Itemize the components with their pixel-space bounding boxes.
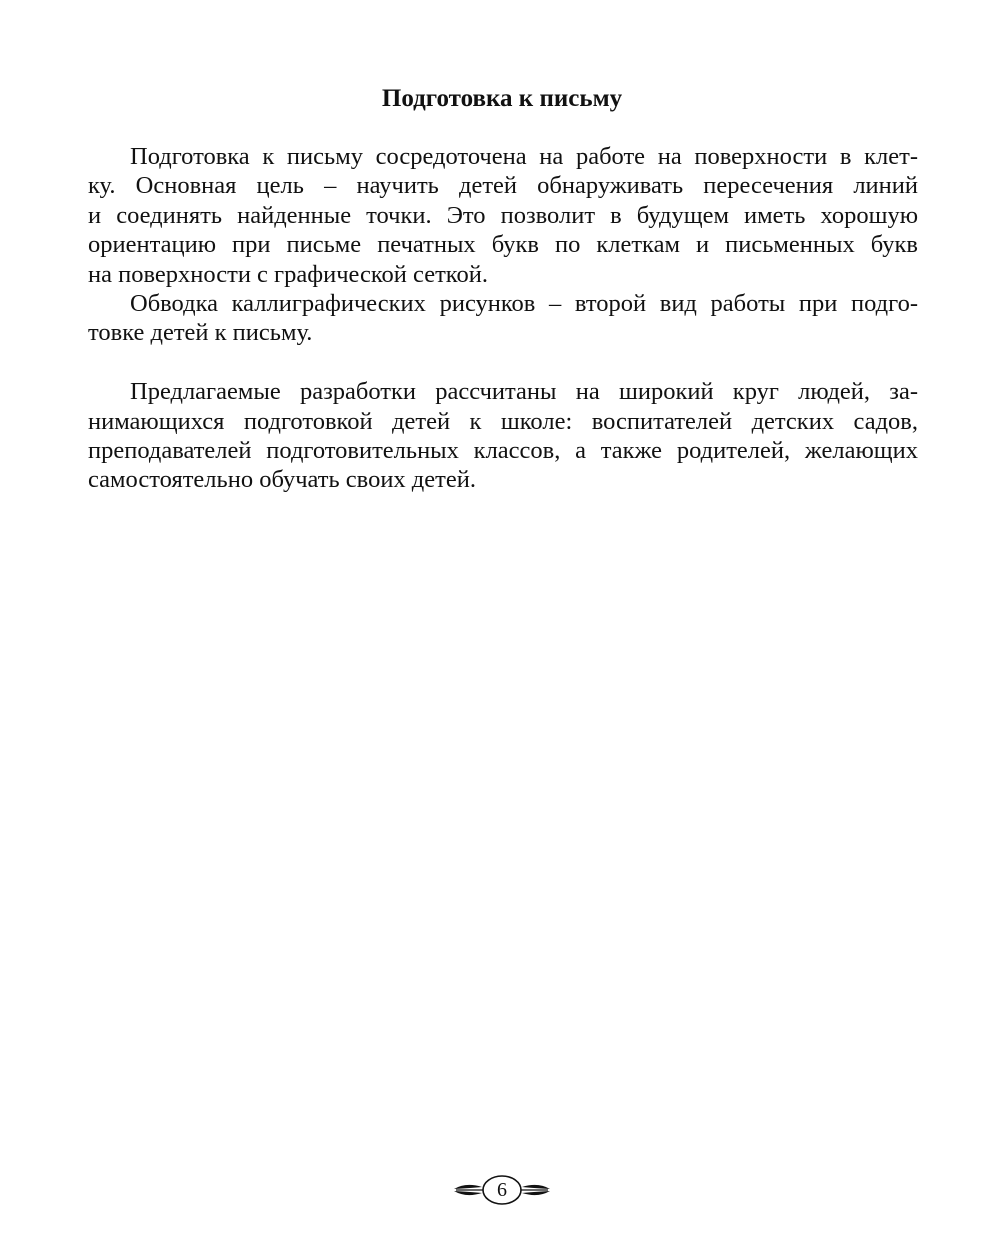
- text-line: Подготовка к письму сосредоточена на работе на поверхности в клет-: [130, 143, 918, 170]
- text-line: товке детей к письму.: [88, 319, 313, 347]
- paragraph-1: [88, 142, 918, 289]
- text-line: ориентацию при письме печатных букв по клеткам и письменных букв: [88, 231, 918, 259]
- text-line: Обводка каллиграфических рисунков – второй вид работы при подго-: [130, 290, 918, 318]
- text-line: нимающихся подготовкой детей к школе: воспитателей детских садов,: [88, 407, 918, 435]
- text-line: Предлагаемые разработки рассчитаны на широкий круг людей, за-: [130, 378, 918, 406]
- text-line: ку. Основная цель – научить детей обнаруживать пересечения линий: [88, 172, 918, 200]
- paragraph-3: [88, 377, 918, 495]
- paragraph-2: [88, 289, 918, 348]
- page-title: Подготовка к письму: [381, 85, 623, 112]
- page-number: [452, 1170, 552, 1210]
- text-line: на поверхности с графической сеткой.: [88, 260, 488, 288]
- page-number-label: 6: [497, 1179, 507, 1201]
- text-line: преподавателей подготовительных классов, а также родителей, желающих: [88, 437, 918, 465]
- text-line: самостоятельно обучать своих детей.: [88, 466, 476, 494]
- text-line: и соединять найденные точки. Это позволит в будущем иметь хорошую: [88, 201, 918, 229]
- body-text: [88, 142, 918, 495]
- paragraph-spacer: [88, 348, 918, 377]
